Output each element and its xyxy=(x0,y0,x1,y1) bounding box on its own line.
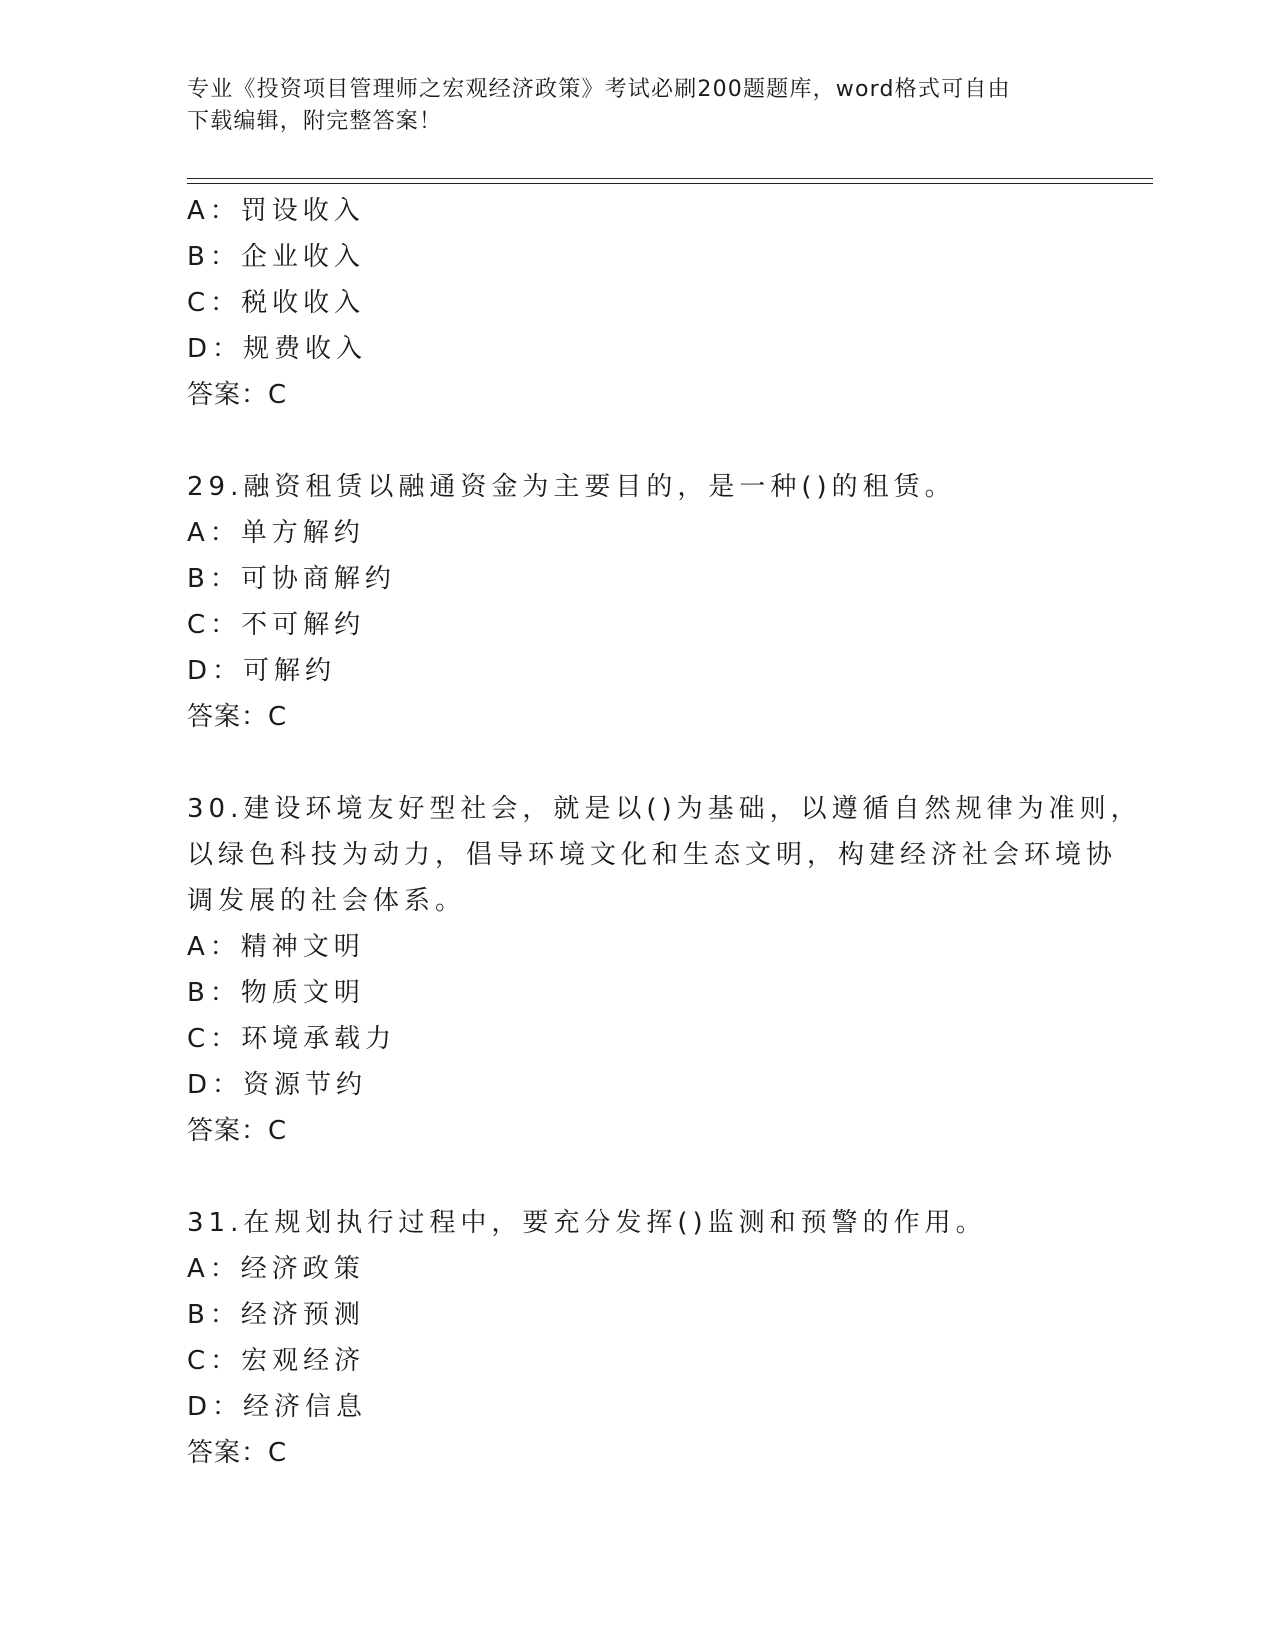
question-text-line: 以绿色科技为动力，倡导环境文化和生态文明，构建经济社会环境协 xyxy=(187,840,1118,870)
question-block xyxy=(187,464,1147,740)
option-b: B：物质文明 xyxy=(187,978,365,1008)
option-a: A：单方解约 xyxy=(187,518,365,548)
question-number: 29. xyxy=(187,472,244,502)
question-text-line: 30.建设环境友好型社会，就是以()为基础，以遵循自然规律为准则， xyxy=(187,794,1142,824)
question-text xyxy=(187,1200,1147,1246)
option-b: B：企业收入 xyxy=(187,242,365,272)
option-c: C：宏观经济 xyxy=(187,1346,366,1376)
option-c: C：税收收入 xyxy=(187,288,366,318)
answer: 答案：C xyxy=(187,380,288,410)
spacer xyxy=(187,418,1147,464)
answer: 答案：C xyxy=(187,1438,288,1468)
spacer xyxy=(187,1154,1147,1200)
question-text xyxy=(187,464,1147,510)
option-d: D：经济信息 xyxy=(187,1392,368,1422)
question-stem: 在规划执行过程中，要充分发挥()监测和预警的作用。 xyxy=(243,1208,987,1238)
answer: 答案：C xyxy=(187,702,288,732)
header-divider xyxy=(187,178,1153,179)
question-stem: 融资租赁以融通资金为主要目的，是一种()的租赁。 xyxy=(243,472,956,502)
question-block xyxy=(187,786,1147,1154)
header-divider xyxy=(187,183,1153,184)
option-d: D：资源节约 xyxy=(187,1070,368,1100)
option-a: A：经济政策 xyxy=(187,1254,365,1284)
header-title-line: 专业《投资项目管理师之宏观经济政策》考试必刷200题题库，word格式可自由 xyxy=(187,77,1011,102)
spacer xyxy=(187,740,1147,786)
option-d: D：规费收入 xyxy=(187,334,368,364)
option-b: B：经济预测 xyxy=(187,1300,365,1330)
document-header xyxy=(187,74,1087,138)
answer: 答案：C xyxy=(187,1116,288,1146)
question-list xyxy=(187,188,1147,1476)
option-a: A：罚设收入 xyxy=(187,196,365,226)
option-b: B：可协商解约 xyxy=(187,564,396,594)
option-d: D：可解约 xyxy=(187,656,337,686)
option-c: C：不可解约 xyxy=(187,610,366,640)
question-block xyxy=(187,188,1147,418)
question-block xyxy=(187,1200,1147,1476)
question-number: 31. xyxy=(187,1208,244,1238)
option-c: C：环境承载力 xyxy=(187,1024,397,1054)
header-title-line: 下载编辑，附完整答案！ xyxy=(187,109,443,134)
question-text-line: 调发展的社会体系。 xyxy=(187,886,467,916)
option-a: A：精神文明 xyxy=(187,932,365,962)
